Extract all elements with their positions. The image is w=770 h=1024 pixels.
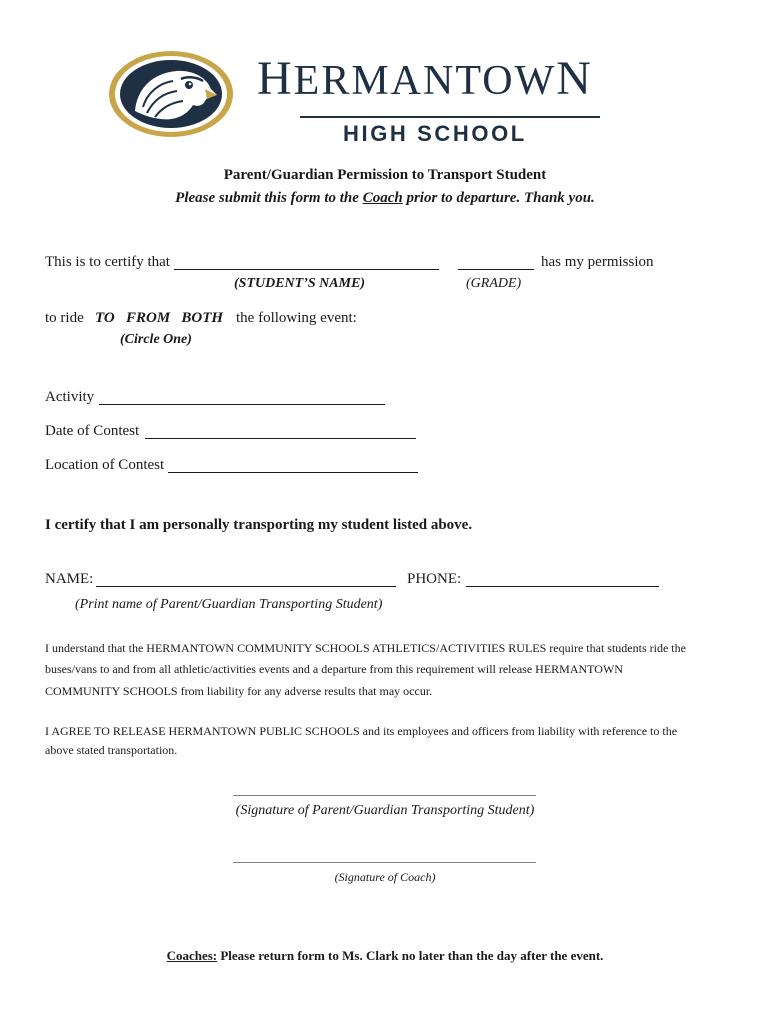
location-label: Location of Contest	[45, 457, 165, 473]
ride-prefix: to ride	[45, 310, 84, 326]
student-name-caption: (STUDENT’S NAME)	[234, 276, 366, 291]
circle-one-caption: (Circle One)	[120, 332, 192, 347]
wordmark-hermantown	[257, 52, 593, 105]
understand-line-1: I understand that the HERMANTOWN COMMUNITY SCHOOLS ATHLETICS/ACTIVITIES RULES require that students ride the	[45, 641, 686, 655]
footer-coaches: Coaches:	[166, 948, 218, 963]
hawk-head-emblem-icon	[107, 49, 237, 139]
subtitle-pre: Please submit this form to the	[175, 190, 363, 206]
permission-text: has my permission	[541, 254, 654, 270]
ride-suffix: the following event:	[236, 310, 357, 326]
understand-line-2: buses/vans to and from all athletic/activities events and a departure from this requirement will release HERMANTOWN	[45, 662, 623, 676]
date-field[interactable]	[145, 438, 416, 439]
student-name-field[interactable]	[174, 269, 439, 270]
footer-note	[0, 948, 770, 964]
form-title: Parent/Guardian Permission to Transport Student	[223, 167, 547, 183]
footer-rest: Please return form to Ms. Clark no later than the day after the event.	[217, 948, 604, 963]
ride-options[interactable]: TO FROM BOTH	[95, 310, 224, 326]
wordmark-high-school: HIGH SCHOOL	[343, 121, 527, 146]
subtitle-post: prior to departure. Thank you.	[402, 190, 595, 206]
parent-signature-caption: (Signature of Parent/Guardian Transporting Student)	[235, 803, 535, 818]
coach-signature-field[interactable]	[233, 862, 536, 863]
wordmark-first-letter: H	[257, 52, 294, 105]
agree-line-2: above stated transportation.	[45, 743, 178, 757]
wordmark-divider	[300, 116, 600, 118]
activity-label: Activity	[45, 389, 95, 405]
location-field[interactable]	[168, 472, 418, 473]
name-label: NAME:	[45, 571, 94, 587]
grade-field[interactable]	[458, 269, 534, 270]
phone-field[interactable]	[466, 586, 659, 587]
date-label: Date of Contest	[45, 423, 140, 439]
phone-label: PHONE:	[407, 571, 462, 587]
activity-field[interactable]	[99, 404, 385, 405]
grade-caption: (GRADE)	[466, 276, 522, 291]
subtitle-coach: Coach	[362, 190, 403, 206]
print-name-caption: (Print name of Parent/Guardian Transporting Student)	[75, 597, 383, 612]
coach-signature-caption: (Signature of Coach)	[334, 870, 436, 884]
agree-line-1: I AGREE TO RELEASE HERMANTOWN PUBLIC SCHOOLS and its employees and officers from liability with reference to the	[45, 724, 678, 738]
certify-prefix: This is to certify that	[45, 254, 170, 270]
form-subtitle	[0, 190, 770, 207]
school-logo	[107, 49, 659, 146]
name-field[interactable]	[96, 586, 396, 587]
understand-line-3: COMMUNITY SCHOOLS from liability for any adverse results that may occur.	[45, 684, 433, 698]
parent-signature-field[interactable]	[233, 795, 536, 796]
wordmark-last-letter: N	[556, 52, 593, 105]
wordmark-middle: ERMANTOW	[293, 58, 557, 104]
certify-transport-statement: I certify that I am personally transporting my student listed above.	[45, 517, 473, 533]
